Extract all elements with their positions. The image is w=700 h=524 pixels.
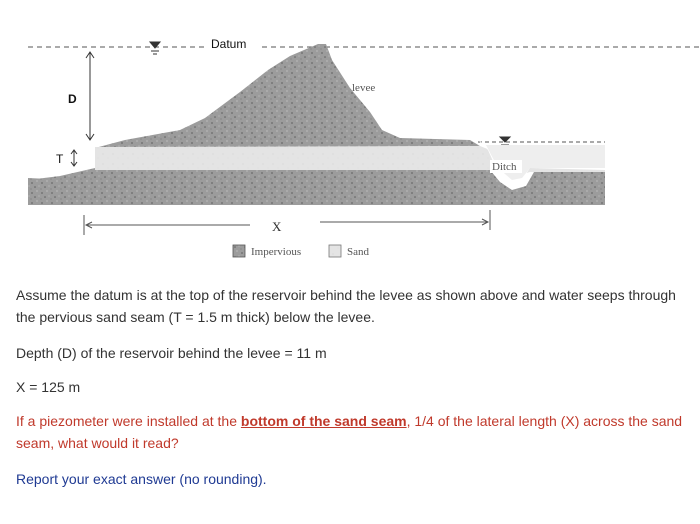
depth-dimension bbox=[86, 52, 94, 140]
question bbox=[16, 410, 686, 454]
depth-given: Depth (D) of the reservoir behind the levee = 11 m bbox=[16, 345, 327, 361]
length-dimension bbox=[84, 210, 490, 235]
problem-context: Assume the datum is at the top of the reservoir behind the levee as shown above and water seeps through the pervious sand seam (T = 1.5 m thick) below the levee. bbox=[16, 287, 676, 325]
length-label: X bbox=[272, 219, 282, 234]
levee-label: levee bbox=[352, 82, 376, 94]
thickness-dimension bbox=[71, 150, 77, 166]
legend-impervious-swatch bbox=[233, 245, 245, 257]
legend-sand-label: Sand bbox=[347, 246, 369, 258]
water-surface-symbol bbox=[150, 42, 160, 54]
legend bbox=[233, 245, 370, 258]
impervious-upper-layer bbox=[95, 44, 480, 148]
answer-instruction: Report your exact answer (no rounding). bbox=[16, 471, 267, 487]
datum-label: Datum bbox=[211, 37, 247, 51]
question-text-start: If a piezometer were installed at the bbox=[16, 413, 241, 429]
ditch-label: Ditch bbox=[492, 161, 517, 173]
legend-impervious-label: Impervious bbox=[251, 246, 302, 258]
length-given: X = 125 m bbox=[16, 379, 81, 395]
legend-sand-swatch bbox=[329, 245, 341, 257]
depth-label: D bbox=[68, 92, 77, 106]
question-emphasis: bottom of the sand seam bbox=[240, 413, 407, 429]
question-text-end: , 1/4 of the lateral length (X) across the sand seam, what would it read? bbox=[16, 413, 683, 451]
thickness-label: T bbox=[56, 152, 64, 166]
